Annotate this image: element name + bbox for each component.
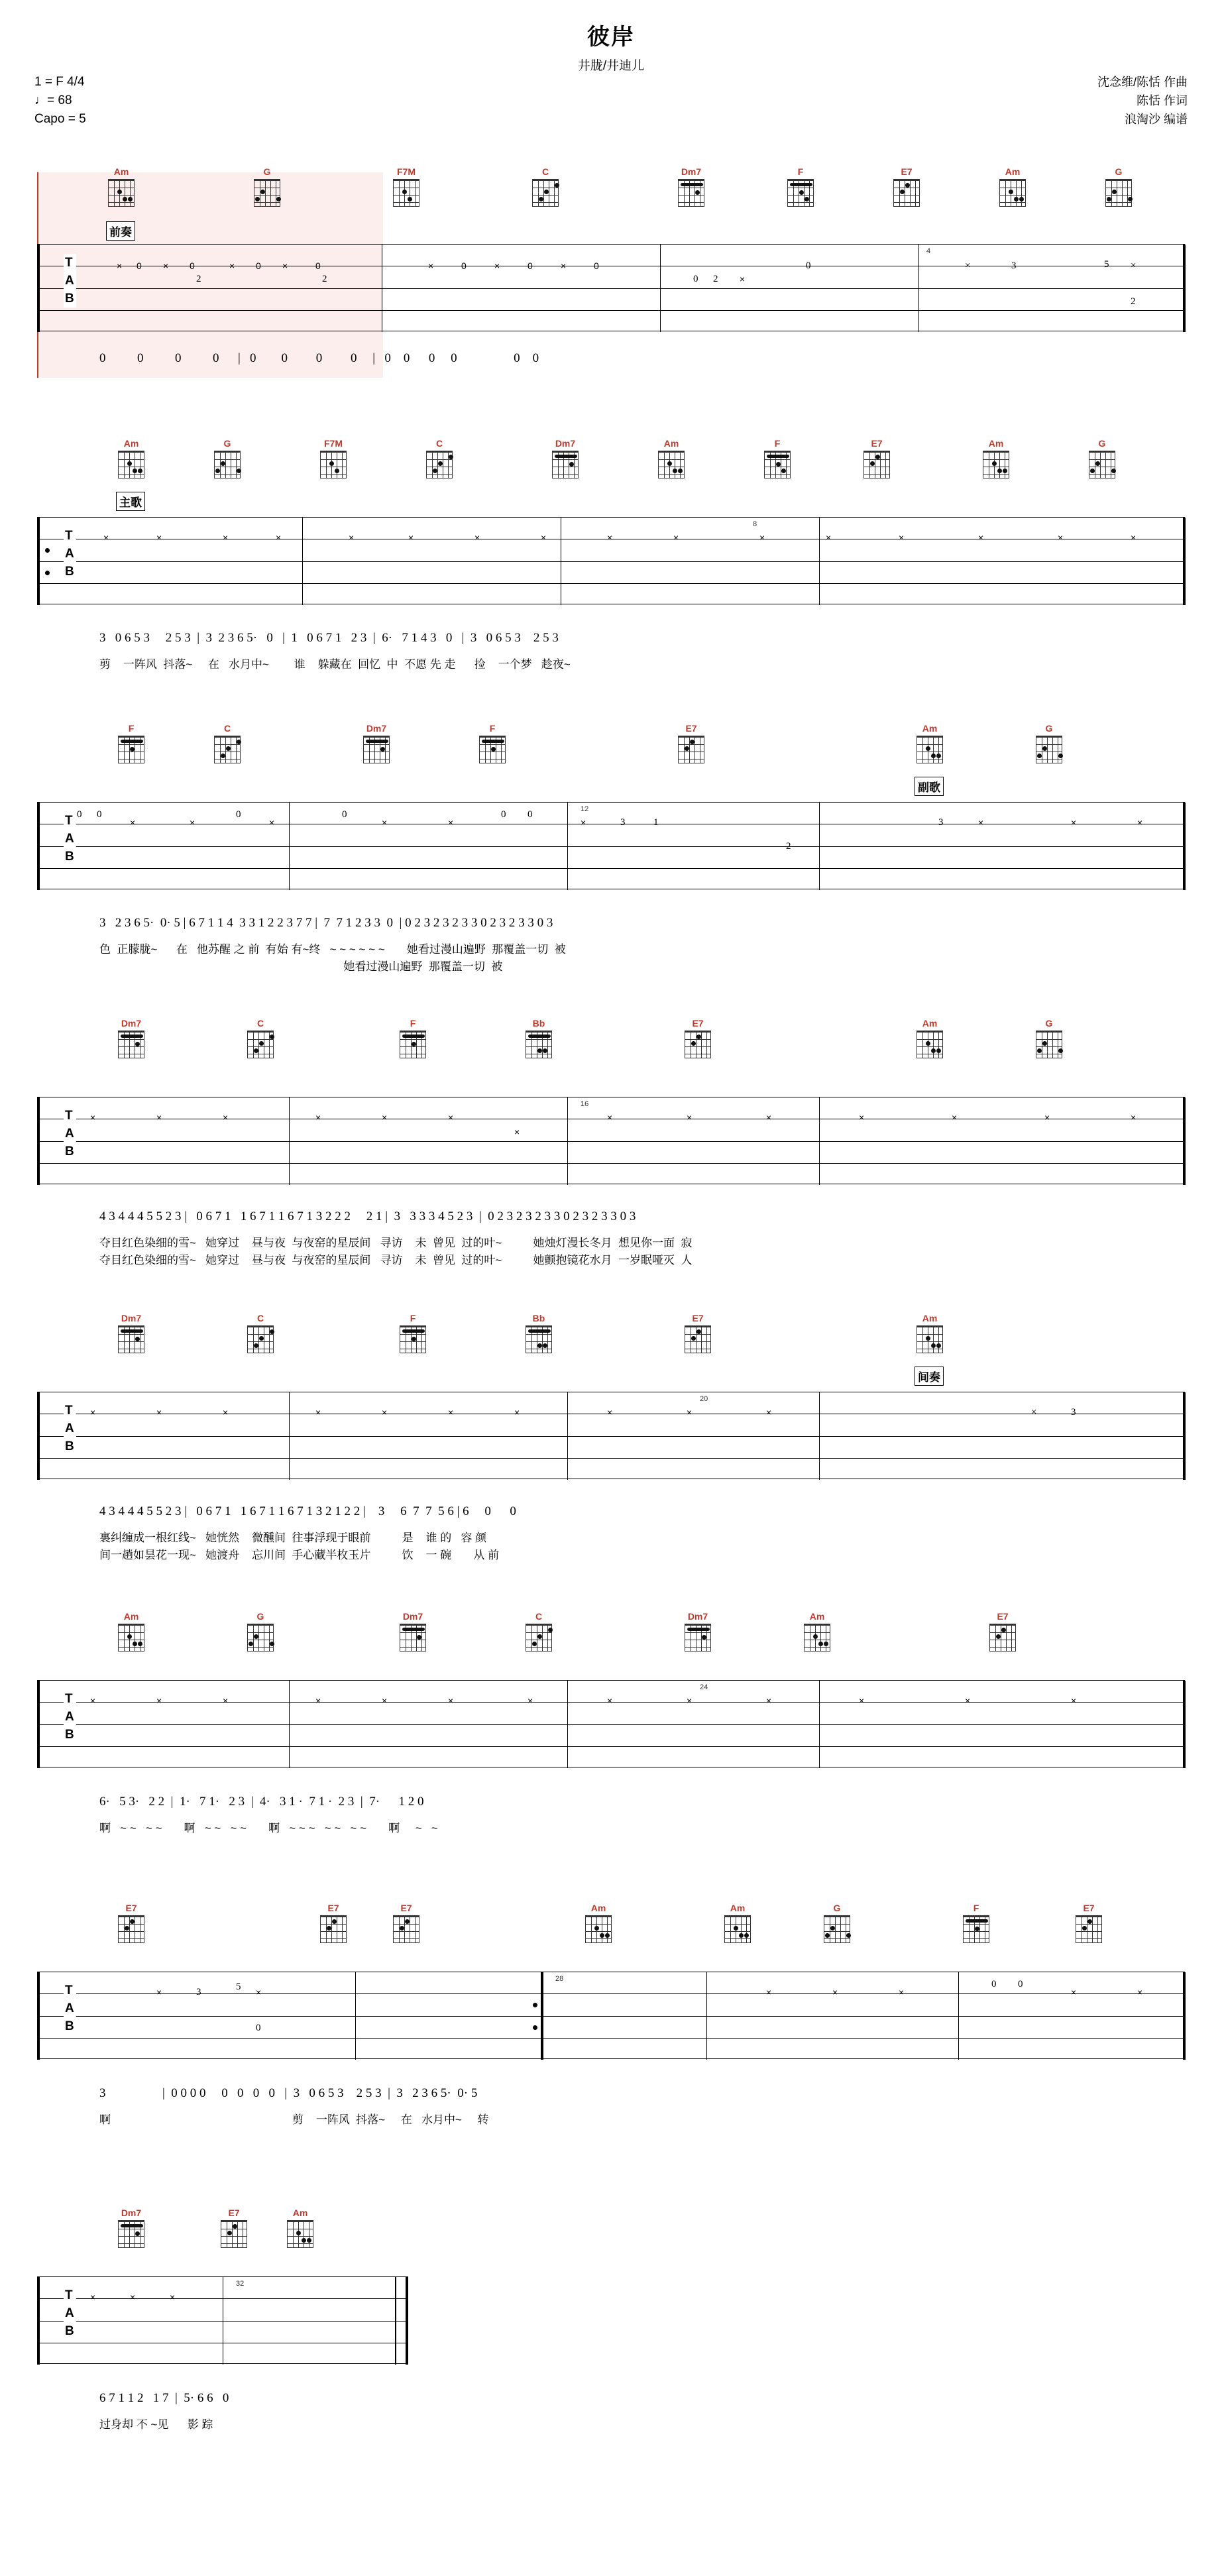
chord-diagram-am-3: Am [116, 451, 146, 478]
chord-diagram-am-9: Am [116, 1624, 146, 1652]
lyric-line-8: 过身却 不 ~见 影 踪 [99, 2418, 213, 2431]
lyric-line-7: 啊 剪 一阵风 抖落~ 在 水月中~ 转 [99, 2113, 489, 2126]
tab-staff-4: T A B 16 × × × × × × × × × × × × × × [37, 1097, 1185, 1184]
key-tempo-capo [34, 73, 86, 129]
chord-diagram-c-4: C [245, 1031, 276, 1058]
credits [1097, 73, 1188, 129]
tab-staff-6: T A B 24 × × × × × × × × × × × × × [37, 1680, 1185, 1767]
chord-diagram-f: F [785, 179, 816, 207]
chord-diagram-am-8: Am [915, 1325, 945, 1353]
melody-line-6: 6· 5 3· 2 2 | 1· 7 1· 2 3 | 4· 3 1 · 7 1 · 2 3 | 7· 1 2 0 [99, 1795, 424, 1809]
chord-diagram-c-6: C [524, 1624, 554, 1652]
chord-diagram-bb-2: Bb [524, 1325, 554, 1353]
chord-diagram-g-6: G [1034, 1031, 1064, 1058]
intro-label: 前奏 [106, 221, 135, 241]
chord-diagram-g-4: G [1087, 451, 1117, 478]
tab-staff-8: T A B 32 × × × [37, 2276, 408, 2364]
tab-clef-3: T A B [64, 812, 76, 866]
chord-diagram-f7m: F7M [391, 179, 421, 207]
tab-clef-8: T A B [64, 2286, 76, 2340]
lyric-line-3b: 她看过漫山遍野 那覆盖一切 被 [99, 960, 503, 973]
chord-diagram-dm7-5: Dm7 [116, 1325, 146, 1353]
tab-clef-1: T A B [64, 254, 76, 308]
chord-diagram-f-6: F [398, 1325, 428, 1353]
tab-staff-5: T A B 20 × × × × × × × × × × × 3 [37, 1392, 1185, 1479]
tab-clef-6: T A B [64, 1690, 76, 1744]
page-title: 彼岸 [587, 25, 635, 50]
tab-clef-4: T A B [64, 1107, 76, 1160]
arranger-credit: 浪淘沙 编谱 [1124, 113, 1188, 126]
lyric-line-4a: 夺目红色染细的雪~ 她穿过 昼与夜 与夜窑的星辰间 寻访 未 曾见 过的叶~ 她烛灯漫长冬月 想见你一面 寂 [99, 1237, 693, 1249]
chord-diagram-c: C [530, 179, 561, 207]
melody-line-4: 4 3 4 4 4 5 5 2 3 | 0 6 7 1 1 6 7 1 1 6 7 1 3 2 2 2 2 1 | 3 3 3 3 4 5 2 3 | 0 2 3 2 3 2 3 3 0 2 3 2 3 3 0 3 [99, 1209, 636, 1223]
tab-staff-1: T A B × 0 × 0 × 0 × 0 2 2 × 0 × 0 × 0 0 2 × 0 4 × 3 5 × 2 [37, 244, 1185, 331]
key-signature: 1 = F 4/4 [34, 75, 85, 89]
tab-clef-5: T A B [64, 1402, 76, 1455]
lyric-line-6: 啊 ~ ~ ~ ~ 啊 ~ ~ ~ ~ 啊 ~ ~ ~ ~ ~ ~ ~ 啊 ~ ~ [99, 1822, 438, 1834]
melody-line-1: 0 0 0 0 | 0 0 0 0 | 0 0 0 0 0 0 [99, 351, 539, 365]
chord-diagram-dm7-4: Dm7 [116, 1031, 146, 1058]
chord-diagram-g-3: G [212, 451, 243, 478]
chord-diagram-f-7: F [961, 1915, 991, 1943]
chord-diagram-c-5: C [245, 1325, 276, 1353]
chord-diagram-g-2: G [1103, 179, 1134, 207]
chord-diagram-c-3: C [212, 736, 243, 763]
chord-diagram-dm7-3: Dm7 [361, 736, 392, 763]
composer-credit: 沈念维/陈恬 作曲 [1097, 76, 1188, 89]
chord-diagram-e7-4: E7 [683, 1031, 713, 1058]
chord-diagram-am-5: Am [981, 451, 1011, 478]
tab-clef-7: T A B [64, 1982, 76, 2035]
chord-diagram-e7-2: E7 [861, 451, 892, 478]
chord-diagram-dm7-6: Dm7 [398, 1624, 428, 1652]
melody-line-8: 6 7 1 1 2 1 7 | 5· 6 6 0 [99, 2391, 229, 2405]
chord-diagram-e7-6: E7 [987, 1624, 1018, 1652]
tab-staff-7: T A B 28 × 3 5 × 0 × × × 0 0 × × [37, 1972, 1185, 2059]
chord-diagram-am-6: Am [915, 736, 945, 763]
melody-line-2: 3 0 6 5 3 2 5 3 | 3 2 3 6 5· 0 | 1 0 6 7 1 2 3 | 6· 7 1 4 3 0 | 3 0 6 5 3 2 5 3 [99, 631, 559, 645]
artist-subtitle: 井胧/井迪儿 [577, 59, 645, 73]
chord-diagram-e7-8: E7 [318, 1915, 349, 1943]
chord-diagram-f-4: F [477, 736, 508, 763]
chord-diagram-e7-5: E7 [683, 1325, 713, 1353]
lyricist-credit: 陈恬 作词 [1136, 94, 1188, 107]
chord-diagram-f7m-2: F7M [318, 451, 349, 478]
chord-diagram-f-5: F [398, 1031, 428, 1058]
chord-diagram-e7-9: E7 [391, 1915, 421, 1943]
chord-diagram-am-10: Am [802, 1624, 832, 1652]
lyric-line-4b: 夺目红色染细的雪~ 她穿过 昼与夜 与夜窑的星辰间 寻访 未 曾见 过的叶~ 她颤抱镜花水月 一岁眠哑灭 人 [99, 1254, 693, 1266]
melody-line-7: 3 | 0 0 0 0 0 0 0 0 | 3 0 6 5 3 2 5 3 | 3 2 3 6 5· 0· 5 [99, 2086, 478, 2100]
lyric-line-2: 剪 一阵风 抖落~ 在 水月中~ 谁 躲藏在 回忆 中 不愿 先 走 捡 一个梦 趁夜~ [99, 658, 571, 671]
tab-staff-3: T A B 12 0 0 × × 0 × 0 × × 0 0 × 3 1 2 3 × × × [37, 802, 1185, 889]
chord-diagram-am-7: Am [915, 1031, 945, 1058]
lyric-line-5a: 裏纠缠成一根红线~ 她恍然 微醺间 往事浮现于眼前 是 谁 的 容 颜 [99, 1532, 487, 1544]
melody-line-5: 4 3 4 4 4 5 5 2 3 | 0 6 7 1 1 6 7 1 1 6 7 1 3 2 1 2 2 | 3 6 7 7 5 6 | 6 0 0 [99, 1504, 516, 1518]
chord-diagram-dm7-2: Dm7 [550, 451, 581, 478]
chord-diagram-am-11: Am [583, 1915, 614, 1943]
chord-diagram-g-8: G [822, 1915, 852, 1943]
chord-diagram-dm7-7: Dm7 [683, 1624, 713, 1652]
chord-diagram-e7-3: E7 [676, 736, 706, 763]
chord-diagram-am-13: Am [285, 2220, 315, 2248]
chord-diagram-bb: Bb [524, 1031, 554, 1058]
chord-diagram-dm7-8: Dm7 [116, 2220, 146, 2248]
chord-diagram-g-7: G [245, 1624, 276, 1652]
lyric-line-5b: 间一趟如昙花一现~ 她渡舟 忘川间 手心藏半枚玉片 饮 一 碗 从 前 [99, 1549, 500, 1561]
chord-diagram-e7: E7 [891, 179, 922, 207]
chord-diagram-am-2: Am [997, 179, 1028, 207]
interlude-label: 间奏 [915, 1367, 944, 1386]
tab-clef-2: T A B [64, 527, 76, 581]
chord-diagram-f-3: F [116, 736, 146, 763]
chord-diagram-g: G [252, 179, 282, 207]
chord-diagram-am: Am [106, 179, 137, 207]
tab-staff-2: T A B 8 × × × × × × × × × × × × × × × × [37, 517, 1185, 604]
tempo-marking: ♩= 68 [34, 93, 72, 107]
chord-diagram-e7-11: E7 [219, 2220, 249, 2248]
chord-diagram-am-4: Am [656, 451, 687, 478]
chord-diagram-e7-7: E7 [116, 1915, 146, 1943]
chord-diagram-e7-10: E7 [1074, 1915, 1104, 1943]
chord-diagram-dm7: Dm7 [676, 179, 706, 207]
chord-diagram-g-5: G [1034, 736, 1064, 763]
chorus-label: 副歌 [915, 777, 944, 796]
capo-marking: Capo = 5 [34, 112, 86, 126]
lyric-line-3a: 色 正朦胧~ 在 他苏醒 之 前 有始 有~终 ~ ~ ~ ~ ~ ~ 她看过漫山遍野 那覆盖一切 被 [99, 943, 566, 956]
chord-diagram-am-12: Am [722, 1915, 753, 1943]
chord-diagram-f-2: F [762, 451, 793, 478]
chord-diagram-c-2: C [424, 451, 455, 478]
verse-label: 主歌 [116, 492, 145, 511]
melody-line-3: 3 2 3 6 5· 0· 5 | 6 7 1 1 4 3 3 1 2 2 3 7 7 | 7 7 1 2 3 3 0 | 0 2 3 2 3 2 3 3 0 2 3 2 3 3 0 3 [99, 916, 553, 930]
